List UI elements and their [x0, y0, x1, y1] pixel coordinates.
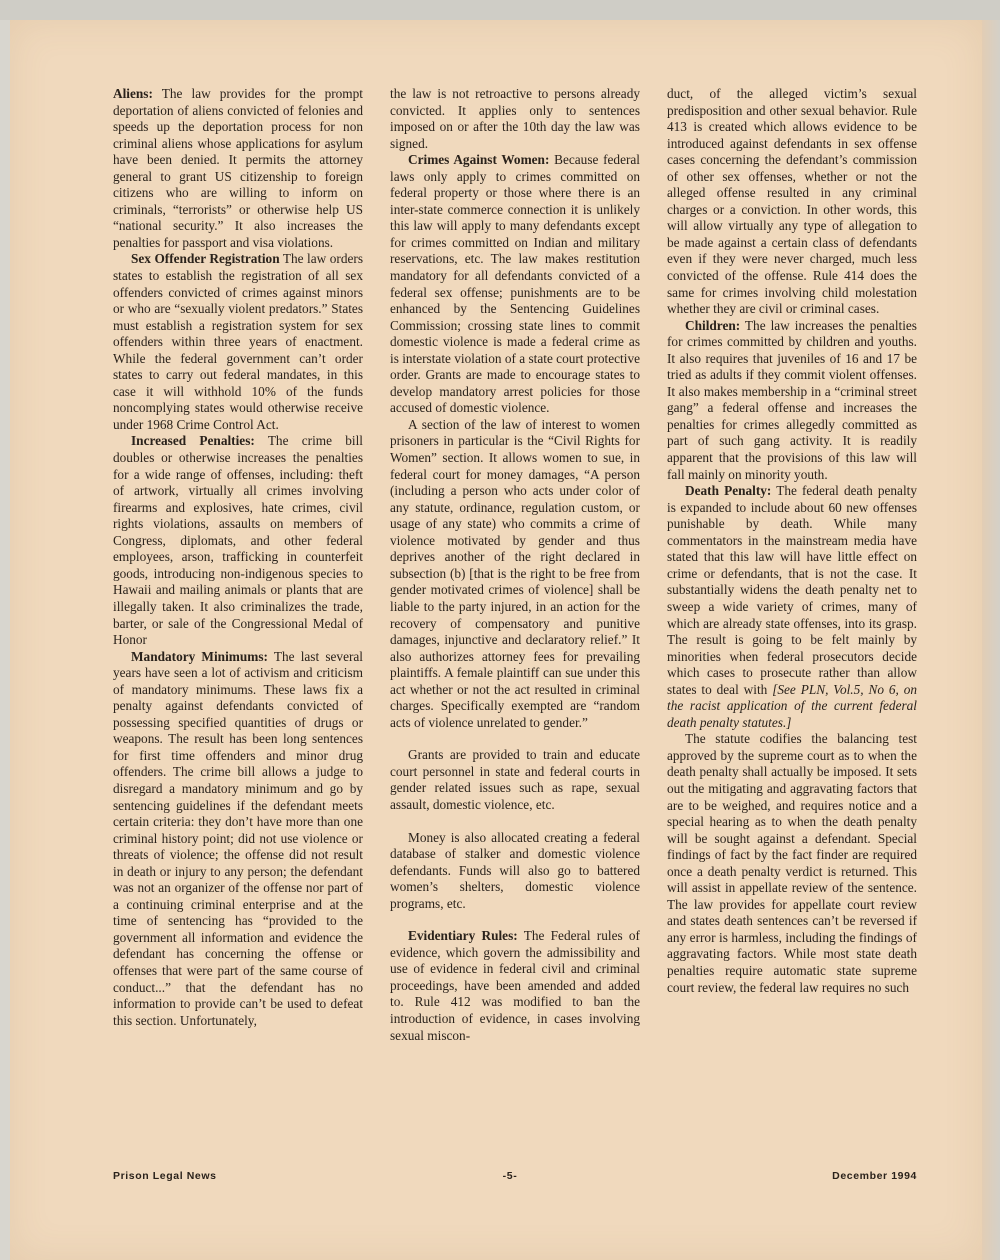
children-body: The law increases the penalties for crimes committed by children and youths. It also requires that juveniles of 16 and 17 be tried as adults if they commit violent offenses. It also makes membership in a “criminal street gang” a federal offense and increases the penalties for crimes allegedly committed as part of such gang activity. It is readily apparent that the provisions of this law will fall mainly on minority youth.: [667, 317, 917, 482]
increased-penalties-body: The crime bill doubles or otherwise increases the penalties for a wide range of offenses, including: theft of artwork, virtually all crimes involving firearms and explosives, hate crimes, civil rights violations, assaults on members of Congress, diplomats, and other federal employees, arson, trafficking in counterfeit goods, introducing non-indigenous species to Hawaii and mailing animals or plants that are illegally taken. It also criminalizes the trade, barter, or sale of the Congressional Medal of Honor: [113, 433, 363, 648]
footer-publication: Prison Legal News: [113, 1170, 217, 1182]
scan-background: [0, 0, 1000, 20]
pln-citation: [See PLN, Vol.5, No 6, on the racist application of the current federal death penalty statutes.]: [667, 681, 917, 730]
increased-penalties-heading: Increased Penalties:: [131, 433, 255, 449]
death-penalty-body: The federal death penalty is expanded to include about 60 new offenses punishable by death. While many commentators in the mainstream media have stated that this law will have little effect on crime or defendants, that is not the case. It substantially widens the death penalty net to sweep a wide variety of crimes, many of which are already state offenses, into its grasp. The result is going to be felt mainly by minorities when federal prosecutors decide which cases to prosecute rather than allow states to deal with: [667, 483, 917, 697]
article-column-2: [390, 86, 640, 1044]
statute-paragraph: The statute codifies the balancing test approved by the supreme court as to when the death penalty shall actually be imposed. It sets out the mitigating and aggravating factors that are to be weighed, and requires notice and a special hearing as to when the death penalty will be sought against a defendant. Special findings of fact by the fact finder are required once a death penalty verdict is returned. This will assist in appellate review of the sentence. The law provides for appellate court review and states death sentences can’t be reversed if any error is harmless, including the findings of aggravating factors. While most state death penalties require automatic state supreme court review, the federal law requires no such: [667, 731, 917, 995]
evidentiary-rules-body: The Federal rules of evidence, which govern the admissibility and use of evidence in federal civil and criminal proceedings, have been amended and added to. Rule 412 was modified to ban the introduction of evidence, in cases involving sexual miscon-: [390, 928, 640, 1043]
death-penalty-heading: Death Penalty:: [685, 483, 772, 499]
footer-date: December 1994: [832, 1170, 917, 1182]
article-column-3: [667, 86, 917, 996]
sex-offender-heading: Sex Offender Registration: [131, 251, 280, 267]
article-column-1: [113, 86, 363, 1029]
page-edge: [982, 20, 1000, 1260]
aliens-paragraph: [113, 86, 363, 251]
sex-offender-paragraph: [113, 251, 363, 433]
evidentiary-rules-heading: Evidentiary Rules:: [408, 928, 518, 944]
death-penalty-paragraph: [667, 483, 917, 731]
civil-rights-paragraph: A section of the law of interest to women prisoners in particular is the “Civil Rights for Women” section. It allows women to sue, in federal court for money damages, “A person (including a person who acts under color of any statute, ordinance, regulation custom, or usage of any state) who commits a crime of violence motivated by gender and thus deprives another of the right declared in subsection (b) [that is the right to be free from gender motivated crimes of violence] shall be liable to the party injured, in an action for the recovery of compensatory and punitive damages, injunctive and declaratory relief.” It also authorizes attorney fees for prevailing plaintiffs. A female plaintiff can sue under this act whether or not the act resulted in criminal charges. Specifically exempted are “random acts of violence unrelated to gender.”: [390, 416, 640, 730]
children-heading: Children:: [685, 317, 741, 333]
evidence-continuation: duct, of the alleged victim’s sexual predisposition and other sexual behavior. Rule 413 is created which allows evidence to be introduced against defendants in sex offense cases concerning the defendant’s commission of other sex offenses, whether or not the alleged offense resulted in any criminal charges or a conviction. In other words, this will allow virtually any type of allegation to be made against a certain class of defendants even if they were never charged, much less convicted of the offense. Rule 414 does the same for crimes involving child molestation whether they are civil or criminal cases.: [667, 86, 917, 317]
sex-offender-body: The law orders states to establish the registration of all sex offenders convicted of crimes against minors or who are “sexually violent predators.” States must establish a registration system for sex offenders within three years of enactment. While the federal government can’t order states to carry out federal mandates, in this case it will withhold 10% of the funds noncomplying states would otherwise receive under 1968 Crime Control Act.: [113, 251, 363, 432]
retroactive-continuation: the law is not retroactive to persons already convicted. It applies only to sentences imposed on or after the 10th day the law was signed.: [390, 86, 640, 151]
mandatory-minimums-heading: Mandatory Minimums:: [131, 648, 268, 664]
crimes-against-women-body: Because federal laws only apply to crimes committed on federal property or those where there is an inter-state commerce connection it is unlikely this law will apply to many defendants except for crimes committed on Indian and military reservations, etc. The law makes restitution mandatory for all defendants convicted of a federal sex offense; punishments are to be enhanced by the Sentencing Guidelines Commission; crossing state lines to commit domestic violence is made a federal crime as is interstate violation of a state court protective order. Grants are made to encourage states to develop mandatory arrest policies for those accused of domestic violence.: [390, 152, 640, 416]
crimes-against-women-heading: Crimes Against Women:: [408, 152, 550, 168]
mandatory-minimums-body: The last several years have seen a lot of activism and criticism of mandatory minimums. These laws fix a penalty against defendants convicted of possessing specified quantities of drugs or weapons. The result has been long sentences for first time offenders and minor drug offenders. The crime bill allows a judge to disregard a mandatory minimum and go by sentencing guidelines if the defendant meets certain criteria: they don’t have more than one criminal history point; did not use violence or threats of violence; the offense did not result in death or injury to any person; the defendant was not an organizer of the offense nor part of a continuing criminal enterprise and at the time of sentencing has “provided to the government all information and evidence the defendant has concerning the offense or offenses that were part of the same course of conduct...” that the defendant has no information to provide can’t be used to defeat this section. Unfortunately,: [113, 648, 363, 1028]
money-paragraph: Money is also allocated creating a federal database of stalker and domestic violence defendants. Funds will also go to battered women’s shelters, domestic violence programs, etc.: [390, 829, 640, 911]
children-paragraph: [667, 318, 917, 483]
crimes-against-women-paragraph: [390, 152, 640, 417]
footer-page-number: -5-: [502, 1170, 518, 1182]
aliens-body: The law provides for the prompt deportation of aliens convicted of felonies and speeds up the deportation process for non criminal aliens whose applications for asylum have been denied. It permits the attorney general to grant US citizenship to foreign citizens who are willing to inform on criminals, “terrorists” or otherwise help US “national security.” It also increases the penalties for passport and visa violations.: [113, 86, 363, 250]
aliens-heading: Aliens:: [113, 86, 153, 101]
increased-penalties-paragraph: [113, 433, 363, 648]
mandatory-minimums-paragraph: [113, 649, 363, 1030]
evidentiary-rules-paragraph: [390, 928, 640, 1044]
grants-paragraph: Grants are provided to train and educate court personnel in state and federal courts in gender related issues such as rape, sexual assault, domestic violence, etc.: [390, 747, 640, 812]
